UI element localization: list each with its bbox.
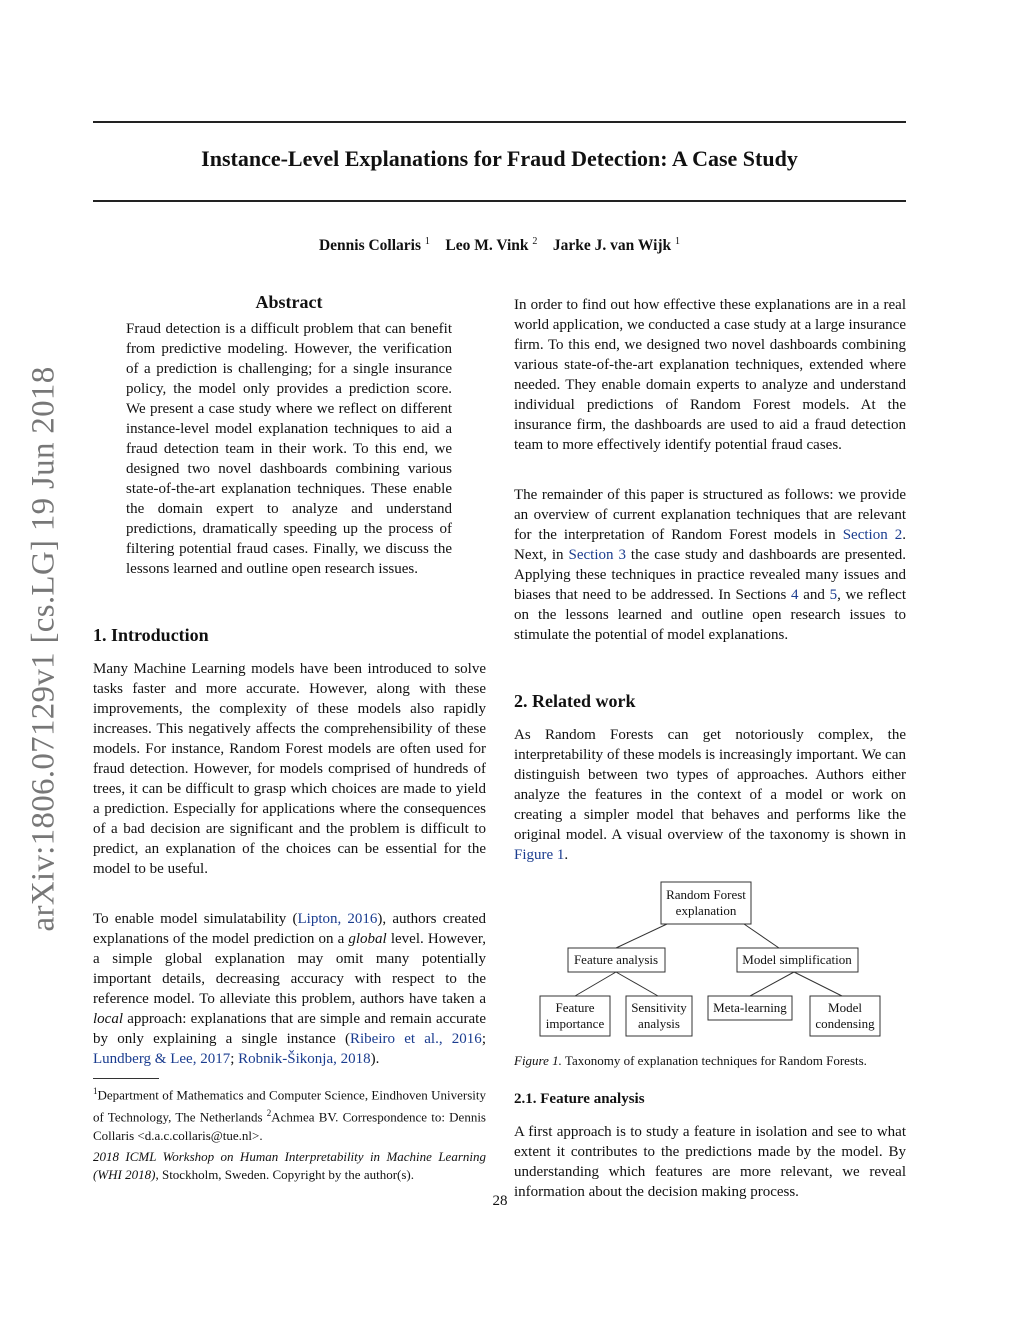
text-run: ; [230, 1051, 239, 1067]
node-root-label: explanation [675, 903, 737, 918]
text-run: As Random Forests can get notoriously complex, the interpretability of these models is increasingly important. We can distinguish between two types of approaches. Authors either analyze the features in the context of a model or work on creating a simpler model that behaves and performs like the original model. A visual overview of the taxonomy is shown in [514, 727, 906, 843]
text-run: , we reflect on the lessons learned and outline open research issues to stimulate the potential of model explanations. [514, 587, 906, 643]
text-run: To enable model simulatability ( [93, 911, 298, 927]
affiliation-mark: 2 [532, 236, 538, 247]
caption-text: Taxonomy of explanation techniques for Random Forests. [561, 1053, 867, 1068]
text-run: . [564, 847, 569, 863]
emphasis: global [348, 931, 387, 947]
related-paragraph-1 [514, 725, 906, 865]
edge [744, 924, 779, 948]
text-run: Achmea BV. Correspondence to: Dennis Collaris <d.a.c.collaris@tue.nl>. [93, 1109, 486, 1143]
node-sensitivity-analysis-label: Sensitivity [631, 1000, 687, 1015]
node-root-label: Random Forest [666, 887, 746, 902]
node-sensitivity-analysis-label: analysis [638, 1016, 680, 1031]
section-heading-related-work: 2. Related work [514, 691, 636, 711]
edge [575, 972, 616, 996]
text-run: ), authors created explanations of the model prediction on a [93, 911, 486, 947]
text-run: The remainder of this paper is structured as follows: we provide an overview of current explanation techniques that are relevant for the interpretation of Random Forest models in [514, 487, 906, 543]
intro-paragraph-2 [93, 909, 486, 1069]
node-model-condensing-label: Model [828, 1000, 862, 1015]
text-run: Department of Mathematics and Computer Science, Eindhoven University of Technology, The Netherlands [93, 1087, 486, 1125]
taxonomy-diagram [512, 872, 908, 1042]
right-paragraph-1: In order to find out how effective these explanations are in a real world application, we conducted a case study at a large insurance firm. To this end, we designed two novel dashboards combining various state-of-the-art explanation techniques, extended where needed. They enable domain experts to analyze and understand individual predictions of Random Forest models. At the insurance firm, the dashboards are used to aid a fraud detection team to more effectively identify potential fraud cases. [514, 297, 906, 453]
footnote-affiliations [93, 1082, 486, 1145]
node-model-simplification-label: Model simplification [742, 952, 852, 967]
node-meta-learning-label: Meta-learning [713, 1000, 787, 1015]
section-link[interactable]: Section 3 [568, 547, 626, 563]
node-model-condensing-label: condensing [815, 1016, 875, 1031]
footnote-mark: 2 [266, 1108, 272, 1119]
section-heading-introduction: 1. Introduction [93, 625, 209, 645]
text-run: the case study and dashboards are presented. Applying these techniques in practice revealed many issues and biases that need to be addressed. In Sections [514, 547, 906, 603]
footnote-workshop [93, 1148, 486, 1184]
abstract-text: Fraud detection is a difficult problem that can benefit from predictive modeling. However, the verification of a prediction is challenging; for a single insurance policy, the model only provides a prediction score. We present a case study where we reflect on different instance-level model explanation techniques to aid a fraud detection team in their work. To this end, we designed two novel dashboards combining various state-of-the-art explanation techniques. These enable the domain expert to analyze and understand predictions, dramatically speeding up the process of filtering potential fraud cases. Finally, we discuss the lessons learned and outline open research issues. [126, 321, 452, 577]
top-rule [93, 121, 906, 123]
text-run: . Next, in [514, 527, 906, 563]
text-run: approach: explanations that are simple and remain accurate by only explaining a single instance ( [93, 1011, 486, 1047]
node-feature-analysis-label: Feature analysis [573, 952, 659, 967]
text-run: , Stockholm, Sweden. Copyright by the author(s). [155, 1167, 414, 1182]
node-feature-importance-label: importance [545, 1016, 605, 1031]
section-link[interactable]: Section 2 [842, 527, 903, 543]
text-run: ; [481, 1031, 486, 1047]
feature-analysis-paragraph-1: A first approach is to study a feature in isolation and see to what extent it contributes to the predictions made by the model. By understanding which features are more relevant, we reveal information about the decision making process. [514, 1124, 906, 1200]
affiliation-mark: 1 [424, 236, 430, 247]
caption-label: Figure 1. [514, 1053, 562, 1068]
emphasis: 2018 ICML Workshop on Human Interpretability in Machine Learning (WHI 2018) [93, 1149, 486, 1182]
arxiv-identifier: arXiv:1806.07129v1 [cs.LG] 19 Jun 2018 [25, 366, 62, 932]
author-name: Jarke J. van Wijk [552, 237, 672, 255]
edge [616, 924, 667, 948]
intro-paragraph-1: Many Machine Learning models have been introduced to solve tasks faster and more accurate. However, along with these improvements, the complexity of these models also rapidly increases. This negatively affects the comprehensibility of these models. For instance, Random Forest models are often used for fraud detection. However, for models comprised of hundreds of trees, it can be difficult to grasp which choices are made to yield a prediction. Especially for applications where the consequences of a bad decision are significant and the problem is difficult to predict, an explanation of the choices can be essential for the model to be useful. [93, 661, 486, 877]
figure-link[interactable]: Figure 1 [514, 847, 565, 863]
citation-link[interactable]: Lipton, 2016 [297, 911, 378, 927]
text-run: ). [370, 1051, 380, 1067]
author-name: Leo M. Vink [445, 237, 529, 255]
text-run: level. However, a simple global explanation may omit many potentially important details, decreasing accuracy with respect to the reference model. To alleviate this problem, authors have taken a [93, 931, 486, 1007]
edge [794, 972, 842, 996]
page-number: 28 [492, 1193, 508, 1209]
section-link[interactable]: 5 [829, 587, 838, 603]
abstract-heading: Abstract [255, 292, 323, 312]
figure-caption [514, 1053, 906, 1069]
section-link[interactable]: 4 [791, 587, 799, 603]
paper-title: Instance-Level Explanations for Fraud Detection: A Case Study [201, 146, 798, 171]
citation-link[interactable]: Lundberg & Lee, 2017 [93, 1051, 231, 1067]
edge [616, 972, 658, 996]
emphasis: local [93, 1011, 123, 1027]
author-name: Dennis Collaris [318, 237, 422, 255]
citation-link[interactable]: Robnik-Šikonja, 2018 [238, 1051, 371, 1067]
footnote-mark: 1 [93, 1086, 98, 1096]
citation-link[interactable]: Ribeiro et al., 2016 [349, 1031, 482, 1047]
text-run: and [798, 587, 830, 603]
right-paragraph-2 [514, 485, 906, 645]
edge [750, 972, 794, 996]
footnote-rule [93, 1078, 159, 1079]
node-feature-importance-label: Feature [555, 1000, 595, 1015]
title-rule [93, 200, 906, 202]
affiliation-mark: 1 [675, 236, 681, 247]
author-list [93, 236, 906, 255]
subsection-heading-feature-analysis: 2.1. Feature analysis [514, 1091, 645, 1107]
